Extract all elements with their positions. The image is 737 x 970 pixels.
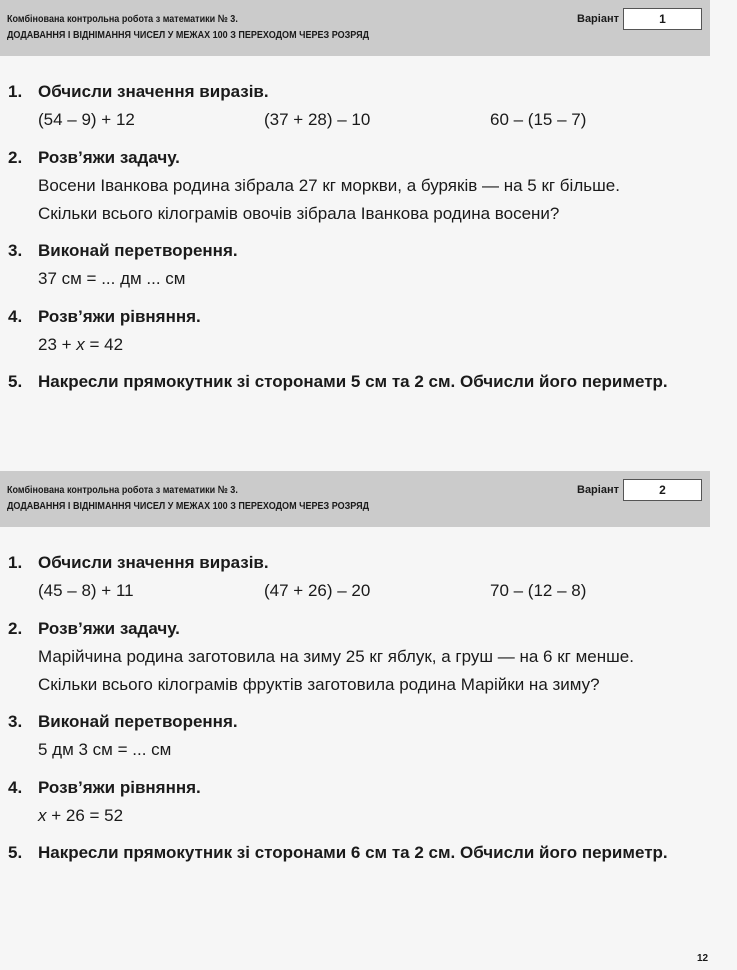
task-text-line: Скільки всього кілограмів фруктів заготовила родина Марійки на зиму? (38, 675, 600, 694)
equation (38, 335, 123, 355)
task-number: 3. (8, 241, 23, 260)
header-subtitle: ДОДАВАННЯ І ВІДНІМАННЯ ЧИСЕЛ У МЕЖАХ 100 З ПЕРЕХОДОМ ЧЕРЕЗ РОЗРЯД (7, 29, 370, 41)
expression-3: 70 – (12 – 8) (490, 581, 587, 600)
task-text-line: Марійчина родина заготовила на зиму 25 кг яблук, а груш — на 6 кг менше. (38, 647, 634, 666)
task-number: 4. (8, 307, 23, 326)
page-number: 12 (697, 953, 709, 964)
header-title: Комбінована контрольна робота з математики № 3. (7, 13, 238, 25)
header-title: Комбінована контрольна робота з математики № 3. (7, 484, 238, 496)
task-number: 2. (8, 619, 23, 638)
task-title: Накресли прямокутник зі сторонами 5 см та 2 см. Обчисли його периметр. (38, 372, 668, 391)
equation-right: + 26 = 52 (46, 806, 124, 825)
task-title: Виконай перетворення. (38, 241, 238, 260)
variant-header (0, 471, 710, 527)
task-number: 5. (8, 372, 23, 391)
task-title: Розв’яжи задачу. (38, 148, 180, 167)
task-number: 2. (8, 148, 23, 167)
header-subtitle: ДОДАВАННЯ І ВІДНІМАННЯ ЧИСЕЛ У МЕЖАХ 100 З ПЕРЕХОДОМ ЧЕРЕЗ РОЗРЯД (7, 500, 370, 512)
task-number: 1. (8, 553, 23, 572)
equation-right: = 42 (84, 335, 124, 354)
task-title: Розв’яжи рівняння. (38, 778, 201, 797)
task-text-line: Восени Іванкова родина зібрала 27 кг моркви, а буряків — на 5 кг більше. (38, 176, 620, 195)
expression-3: 60 – (15 – 7) (490, 110, 587, 129)
equation-left: 23 + (38, 335, 77, 354)
task-title: Обчисли значення виразів. (38, 82, 269, 101)
variant-number-box: 1 (623, 8, 702, 30)
expression-1: (54 – 9) + 12 (38, 110, 135, 129)
variant-2-section (0, 471, 737, 862)
variant-1-section (0, 0, 737, 391)
equation (38, 806, 123, 826)
variant-label: Варіант (577, 484, 619, 496)
task-number: 5. (8, 843, 23, 862)
task-number: 4. (8, 778, 23, 797)
task-title: Виконай перетворення. (38, 712, 238, 731)
variant-header (0, 0, 710, 56)
task-title: Розв’яжи рівняння. (38, 307, 201, 326)
task-number: 1. (8, 82, 23, 101)
task-number: 3. (8, 712, 23, 731)
equation-variable: x (76, 335, 85, 354)
task-text-line: Скільки всього кілограмів овочів зібрала Іванкова родина восени? (38, 204, 560, 223)
expression-2: (47 + 26) – 20 (264, 581, 371, 600)
task-title: Обчисли значення виразів. (38, 553, 269, 572)
conversion-line: 5 дм 3 см = ... см (38, 740, 172, 759)
variant-label: Варіант (577, 13, 619, 25)
conversion-line: 37 см = ... дм ... см (38, 269, 186, 288)
variant-number-box: 2 (623, 479, 702, 501)
expression-2: (37 + 28) – 10 (264, 110, 371, 129)
task-title: Розв’яжи задачу. (38, 619, 180, 638)
equation-variable: x (38, 806, 47, 825)
task-title: Накресли прямокутник зі сторонами 6 см та 2 см. Обчисли його периметр. (38, 843, 668, 862)
expression-1: (45 – 8) + 11 (38, 581, 134, 600)
